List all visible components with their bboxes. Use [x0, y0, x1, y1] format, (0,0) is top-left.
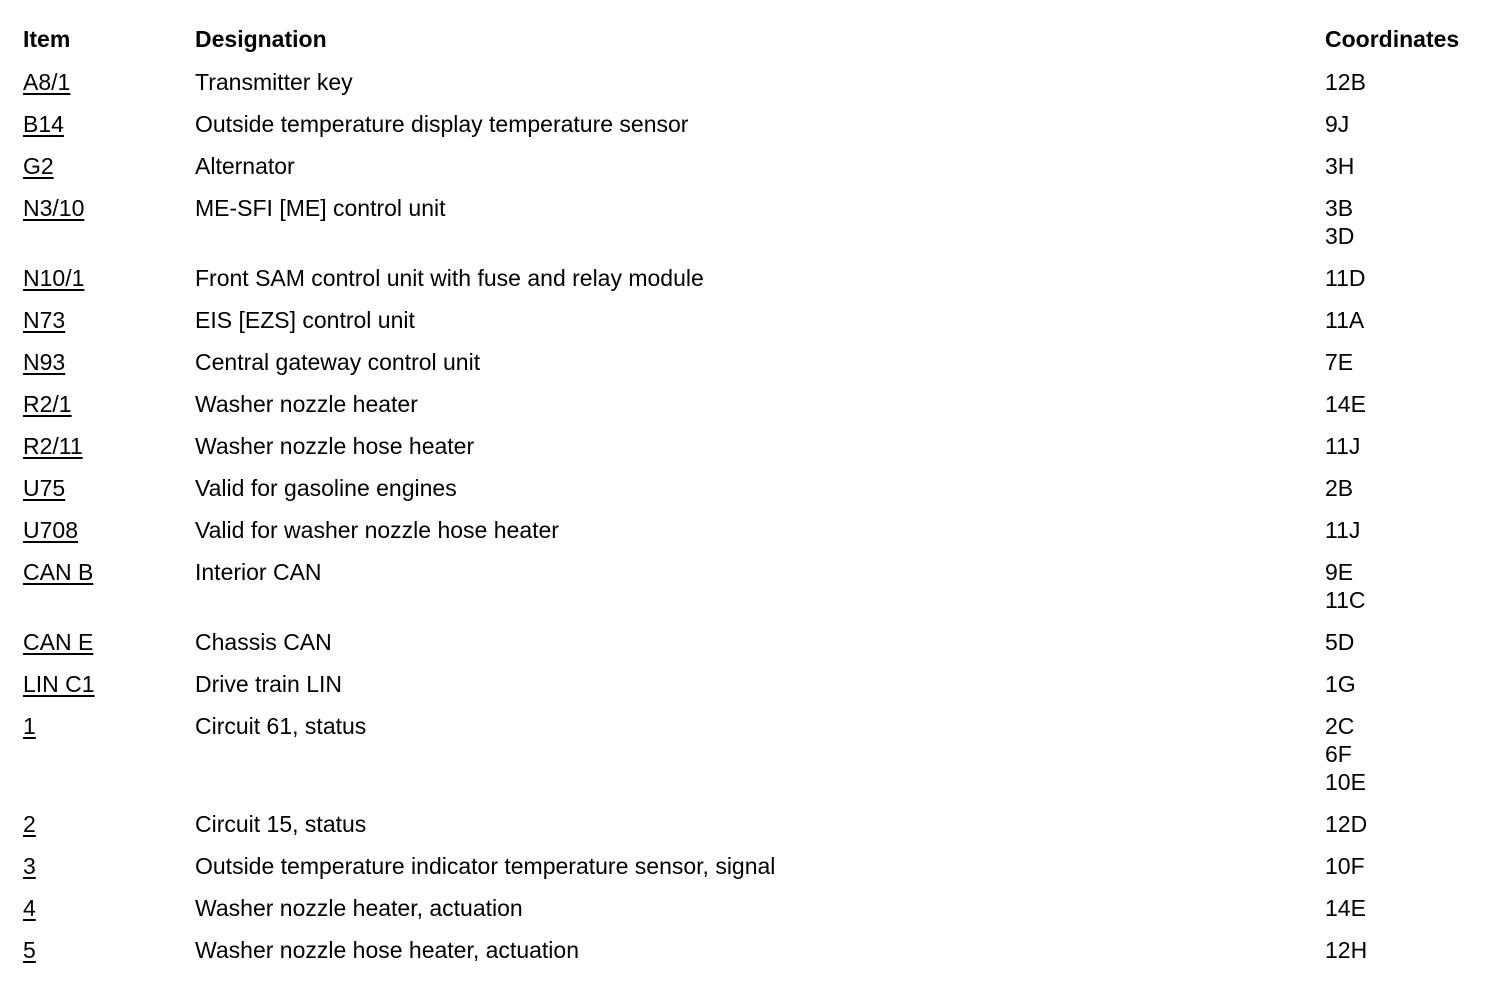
- item-link[interactable]: N73: [23, 307, 66, 333]
- coordinate-value: 10E: [1325, 769, 1366, 795]
- designation-cell: Washer nozzle hose heater, actuation: [195, 937, 579, 963]
- coordinate-value: 14E: [1325, 895, 1366, 921]
- designation-cell: Interior CAN: [195, 559, 322, 585]
- table-row: [0, 292, 1504, 334]
- designation-cell: Outside temperature display temperature sensor: [195, 111, 689, 137]
- coordinates-cell: [1325, 390, 1366, 418]
- designation-cell: Washer nozzle heater: [195, 391, 418, 417]
- item-cell: [0, 68, 195, 96]
- coordinates-cell: [1325, 264, 1366, 292]
- item-link[interactable]: N3/10: [23, 195, 85, 221]
- designation-cell: Valid for washer nozzle hose heater: [195, 517, 559, 543]
- coordinates-cell: [1325, 516, 1360, 544]
- item-link[interactable]: B14: [23, 111, 64, 137]
- item-link[interactable]: 1: [23, 713, 36, 739]
- table-row: [0, 796, 1504, 838]
- item-cell: [0, 894, 195, 922]
- item-link[interactable]: R2/11: [23, 433, 83, 459]
- item-cell: [0, 558, 195, 586]
- designation-cell: Outside temperature indicator temperature sensor, signal: [195, 853, 776, 879]
- header-coordinates: Coordinates: [1325, 26, 1460, 52]
- coordinates-cell: [1325, 670, 1356, 698]
- coordinate-value: 2B: [1325, 475, 1354, 501]
- coordinate-value: 9E: [1325, 559, 1354, 585]
- table-row: [0, 544, 1504, 614]
- table-row: [0, 376, 1504, 418]
- item-cell: [0, 712, 195, 740]
- table-row: [0, 838, 1504, 880]
- item-link[interactable]: U75: [23, 475, 66, 501]
- item-cell: [0, 670, 195, 698]
- item-cell: [0, 936, 195, 964]
- coordinate-value: 3H: [1325, 153, 1355, 179]
- item-link[interactable]: N93: [23, 349, 66, 375]
- designation-cell: Central gateway control unit: [195, 349, 481, 375]
- coordinates-cell: [1325, 306, 1364, 334]
- coordinate-value: 3B: [1325, 195, 1354, 221]
- coordinate-value: 9J: [1325, 111, 1350, 137]
- item-cell: [0, 852, 195, 880]
- coordinates-cell: [1325, 558, 1366, 614]
- coordinates-cell: [1325, 936, 1367, 964]
- table-row: [0, 614, 1504, 656]
- designation-cell: Washer nozzle hose heater: [195, 433, 475, 459]
- item-cell: [0, 628, 195, 656]
- coordinates-cell: [1325, 712, 1366, 796]
- item-cell: [0, 152, 195, 180]
- item-cell: [0, 432, 195, 460]
- coordinates-cell: [1325, 194, 1354, 250]
- coordinates-cell: [1325, 628, 1354, 656]
- item-cell: [0, 348, 195, 376]
- item-link[interactable]: CAN B: [23, 559, 94, 585]
- designation-cell: Transmitter key: [195, 69, 353, 95]
- item-link[interactable]: N10/1: [23, 265, 85, 291]
- coordinate-value: 1G: [1325, 671, 1356, 697]
- coordinates-cell: [1325, 110, 1349, 138]
- item-link[interactable]: U708: [23, 517, 78, 543]
- item-link[interactable]: LIN C1: [23, 671, 95, 697]
- coordinates-cell: [1325, 68, 1366, 96]
- table-body: [0, 54, 1504, 964]
- coordinate-value: 3D: [1325, 223, 1355, 249]
- item-cell: [0, 306, 195, 334]
- coordinates-cell: [1325, 152, 1354, 180]
- coordinate-value: 12B: [1325, 69, 1366, 95]
- item-link[interactable]: G2: [23, 153, 54, 179]
- coordinate-value: 11J: [1325, 517, 1361, 543]
- coordinates-cell: [1325, 474, 1353, 502]
- designation-cell: Front SAM control unit with fuse and relay module: [195, 265, 704, 291]
- coordinate-value: 14E: [1325, 391, 1366, 417]
- designation-cell: Washer nozzle heater, actuation: [195, 895, 523, 921]
- designation-cell: ME-SFI [ME] control unit: [195, 195, 446, 221]
- table-header: [0, 0, 1504, 54]
- item-link[interactable]: A8/1: [23, 69, 71, 95]
- coordinate-value: 6F: [1325, 741, 1352, 767]
- header-item: Item: [23, 26, 71, 52]
- item-link[interactable]: 5: [23, 937, 36, 963]
- item-link[interactable]: 2: [23, 811, 36, 837]
- table-row: [0, 96, 1504, 138]
- item-cell: [0, 516, 195, 544]
- item-cell: [0, 810, 195, 838]
- table-row: [0, 54, 1504, 96]
- coordinate-value: 12H: [1325, 937, 1368, 963]
- designation-cell: Circuit 61, status: [195, 713, 367, 739]
- item-link[interactable]: R2/1: [23, 391, 72, 417]
- coordinate-value: 11A: [1325, 307, 1365, 333]
- item-link[interactable]: 3: [23, 853, 36, 879]
- coordinate-value: 5D: [1325, 629, 1355, 655]
- item-cell: [0, 194, 195, 222]
- table-row: [0, 334, 1504, 376]
- designation-cell: Chassis CAN: [195, 629, 332, 655]
- designation-cell: Alternator: [195, 153, 295, 179]
- coordinate-value: 2C: [1325, 713, 1355, 739]
- table-row: [0, 180, 1504, 250]
- coordinate-value: 11C: [1325, 587, 1366, 613]
- coordinate-value: 11J: [1325, 433, 1361, 459]
- table-row: [0, 880, 1504, 922]
- header-designation: Designation: [195, 26, 327, 52]
- coordinates-cell: [1325, 852, 1365, 880]
- item-cell: [0, 110, 195, 138]
- item-link[interactable]: CAN E: [23, 629, 94, 655]
- coordinate-value: 7E: [1325, 349, 1354, 375]
- table-row: [0, 656, 1504, 698]
- coordinates-cell: [1325, 432, 1360, 460]
- table-row: [0, 138, 1504, 180]
- coordinates-cell: [1325, 894, 1366, 922]
- item-cell: [0, 390, 195, 418]
- designation-cell: Valid for gasoline engines: [195, 475, 457, 501]
- designation-cell: Drive train LIN: [195, 671, 342, 697]
- table-row: [0, 922, 1504, 964]
- item-cell: [0, 474, 195, 502]
- coordinates-cell: [1325, 810, 1367, 838]
- table-row: [0, 250, 1504, 292]
- table-row: [0, 418, 1504, 460]
- coordinate-value: 11D: [1325, 265, 1366, 291]
- item-link[interactable]: 4: [23, 895, 36, 921]
- table-row: [0, 460, 1504, 502]
- table-row: [0, 502, 1504, 544]
- coordinates-cell: [1325, 348, 1353, 376]
- coordinate-value: 12D: [1325, 811, 1368, 837]
- item-cell: [0, 264, 195, 292]
- table-row: [0, 698, 1504, 796]
- designation-cell: Circuit 15, status: [195, 811, 367, 837]
- designation-cell: EIS [EZS] control unit: [195, 307, 415, 333]
- coordinate-value: 10F: [1325, 853, 1365, 879]
